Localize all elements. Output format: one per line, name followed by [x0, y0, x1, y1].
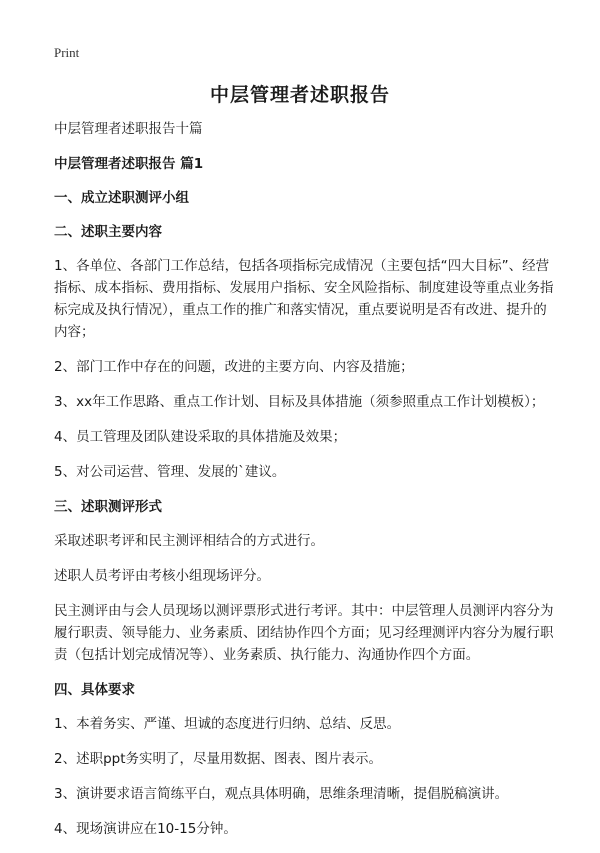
- heading-main-content: 二、述职主要内容: [54, 224, 162, 240]
- document-body: [54, 118, 554, 853]
- heading-evaluation-form: 三、述职测评形式: [54, 499, 162, 515]
- paragraph-item: 3、xx年工作思路、重点工作计划、目标及具体措施（须参照重点工作计划模板）；: [54, 394, 545, 410]
- paragraph-item: 2、述职ppt务实明了，尽量用数据、图表、图片表示。: [54, 751, 383, 767]
- paragraph-item: 4、现场演讲应在10-15分钟。: [54, 821, 237, 837]
- paragraph-item: 1、本着务实、严谨、坦诚的态度进行归纳、总结、反思。: [54, 716, 401, 732]
- paragraph-item: 采取述职考评和民主测评相结合的方式进行。: [54, 533, 324, 549]
- paragraph-item: 3、演讲要求语言简练平白，观点具体明确，思维条理清晰，提倡脱稿演讲。: [54, 786, 509, 802]
- paragraph-item: 5、对公司运营、管理、发展的`建议。: [54, 464, 286, 480]
- print-label[interactable]: Print: [54, 45, 80, 60]
- paragraph-item: 民主测评由与会人员现场以测评票形式进行考评。其中：中层管理人员测评内容分为履行职责、领导能力、业务素质、团结协作四个方面；见习经理测评内容分为履行职责（包括计划完成情况等）、业务素质、执行能力、沟通协作四个方面。: [54, 603, 554, 663]
- document-subtitle: 中层管理者述职报告十篇: [54, 121, 203, 137]
- section-title: 中层管理者述职报告 篇1: [54, 156, 204, 172]
- heading-evaluation-group: 一、成立述职测评小组: [54, 190, 189, 206]
- paragraph-item: 述职人员考评由考核小组现场评分。: [54, 568, 270, 584]
- heading-requirements: 四、具体要求: [54, 682, 135, 698]
- paragraph-item: 1、各单位、各部门工作总结，包括各项指标完成情况（主要包括“四大目标”、经营指标、成本指标、费用指标、发展用户指标、安全风险指标、制度建设等重点业务指标完成及执行情况），重点工作的推广和落实情况，重点要说明是否有改进、提升的内容；: [54, 258, 554, 340]
- document-title: 中层管理者述职报告: [209, 84, 390, 106]
- paragraph-item: 4、员工管理及团队建设采取的具体措施及效果；: [54, 429, 347, 445]
- paragraph-item: 2、部门工作中存在的问题，改进的主要方向、内容及措施；: [54, 359, 414, 375]
